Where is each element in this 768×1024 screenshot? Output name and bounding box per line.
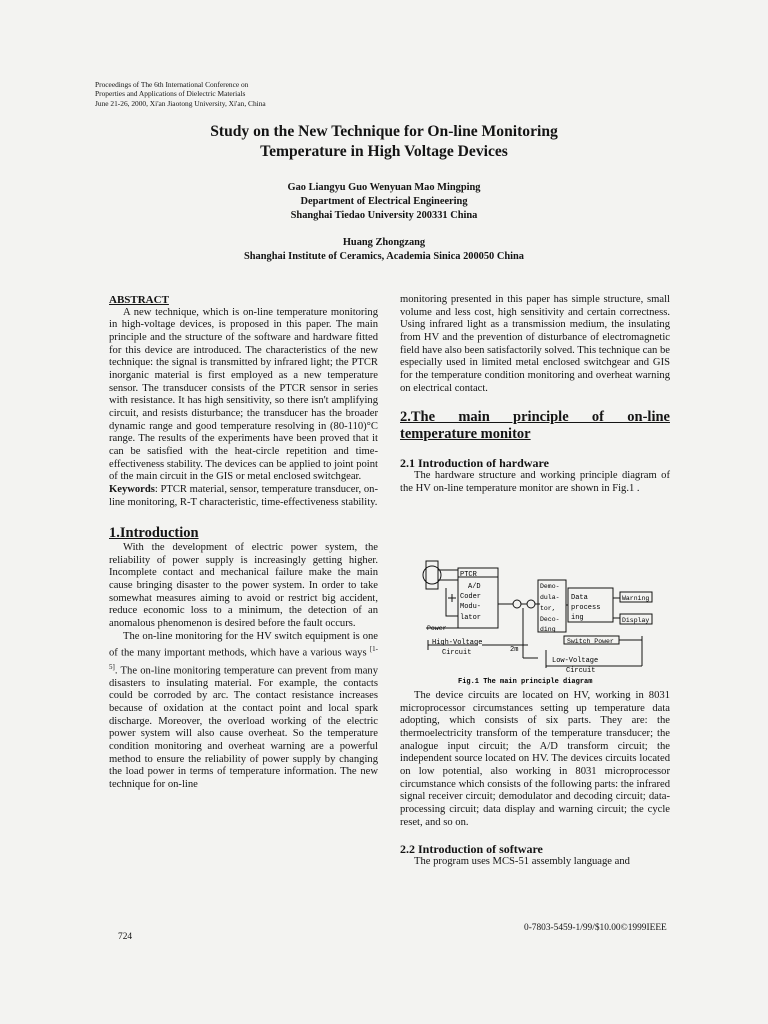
ptcr-label: PTCR xyxy=(460,571,477,579)
intro-paragraph-1: With the development of electric power system, the reliability of power supply is increasingly getting higher. Incomplete contact and mechanical failure make the main cause bringing disaster to the power system. In order to take somewhat measures aiming to avoid or restrict big accident, reduce economic loss to a minimum, the detection of an anomalous phenomenon is desired before the fault occurs. xyxy=(109,542,378,630)
led-emitter-shape xyxy=(448,594,456,602)
infrared-rx-shape xyxy=(527,600,535,608)
lv-circuit-label-2: Circuit xyxy=(566,667,596,675)
keywords-text: : PTCR material, sensor, temperature transducer, on-line monitoring, R-T characteristic, time-effectiveness stability. xyxy=(109,483,378,508)
switch-power-label: Switch Power xyxy=(567,638,614,645)
section-2-2-heading: 2.2 Introduction of software xyxy=(400,842,543,857)
paper-title xyxy=(0,122,768,162)
intro-paragraph-2a: The on-line monitoring for the HV switch equipment is one of the many important methods, which have a various ways xyxy=(109,630,378,659)
hv-circuit-label-2: Circuit xyxy=(442,649,472,657)
ding-label: ding xyxy=(540,626,556,633)
keywords-paragraph xyxy=(109,484,378,509)
section-2-heading: 2.The main principle of on-line temperature monitor xyxy=(400,409,670,443)
section-2-2-text: The program uses MCS-51 assembly language and xyxy=(414,855,630,867)
power-label: Power xyxy=(427,625,447,632)
process-label: process xyxy=(571,604,601,612)
lator-label: lator xyxy=(460,614,482,622)
distance-label: 2m xyxy=(510,646,519,654)
keywords-label: Keywords xyxy=(109,483,155,495)
intro-paragraph-2 xyxy=(109,631,378,792)
device-paragraph: The device circuits are located on HV, working in 8031 microprocessor circumstances setting up temperature data adopting, which consists of six parts. They are: the thermoelectricity transform of the temperature transducer; the analogue input circuit; the A/D transform circuit; the independent source located on HV. The devices circuits located on low potential, also working in 8031 microprocessor circumstance which consists of the following parts: the infrared signal receiver circuit; demodulator and decoding circuit; data-processing circuit; data display and warning circuit; the cycle reset, and so on. xyxy=(400,690,670,828)
citation-ref: [1-5] xyxy=(109,645,378,671)
lv-circuit-label-1: Low-Voltage xyxy=(552,657,599,665)
author-block-2 xyxy=(0,236,768,264)
figure-1-diagram xyxy=(418,558,658,686)
demo-label: Demo- xyxy=(540,583,560,590)
author-department: Department of Electrical Engineering xyxy=(300,196,468,207)
section-2-1-text: The hardware structure and working principle diagram of the HV on-line temperature monitor are shown in Fig.1 . xyxy=(400,469,670,494)
proceedings-line: Properties and Applications of Dielectric Materials xyxy=(95,89,246,99)
ing-label: ing xyxy=(571,614,584,622)
deco-label: Deco- xyxy=(540,616,560,623)
proceedings-line: June 21-26, 2000, Xi'an Jiaotong University, Xi'an, China xyxy=(95,98,266,108)
abstract-heading: ABSTRACT xyxy=(109,294,169,306)
figure-caption: Fig.1 The main principle diagram xyxy=(458,678,593,686)
intro-paragraph-2b: . The on-line monitoring temperature can prevent from many disasters to insulating material. For example, the contacts could be corroded by arc. The contact resistance increases because of oxidation at the contact point and local spark discharge. Moreover, the overload working of the electric power system will also cause overheat. So the temperature condition monitoring and overheat warning are a powerful method to ensure the reliability of power supply by changing the load power in terms of temperature information. The new technique for on-line xyxy=(109,665,378,791)
proceedings-note xyxy=(95,80,355,108)
infrared-tx-shape xyxy=(513,600,521,608)
author-names: Gao Liangyu Guo Wenyuan Mao Mingping xyxy=(287,182,481,193)
author-university: Shanghai Tiedao University 200331 China xyxy=(290,210,478,221)
title-line: Temperature in High Voltage Devices xyxy=(260,143,508,160)
warning-label: Warning xyxy=(622,595,650,602)
author-block-1 xyxy=(0,181,768,223)
left-column xyxy=(109,294,378,792)
page-number: 724 xyxy=(118,932,133,942)
hv-circuit-label-1: High-Voltage xyxy=(432,639,483,647)
ieee-code: 0-7803-5459-1/99/$10.00©1999IEEE xyxy=(524,923,667,933)
tor-label: tor, xyxy=(540,605,556,612)
modulator-label: Modu- xyxy=(460,603,482,611)
section-2-1-heading: 2.1 Introduction of hardware xyxy=(400,456,549,471)
intro-continued: monitoring presented in this paper has simple structure, small volume and less cost, high sensitivity and certain correctness. Using infrared light as a transmission medium, the insulating from HV and the prevention of disturbance of electromagnetic field have also been satisfactorily solved. This technique can be especially used in limited metal enclosed switchgear and GIS for the temperature condition monitoring and overheat warning on electrical contact. xyxy=(400,294,670,394)
abstract-text: A new technique, which is on-line temperature monitoring in high-voltage devices, is proposed in this paper. The main principle and the structure of the software and hardware fitted for this device are introduced. The characteristics of the new technique: the signal is transmitted by infrared light; the PTCR inorganic material is first employed as a new temperature sensor. The transducer consists of the PTCR sensor in series with resistance. It has high sensitivity, so there isn't amplifying circuit, and resists disturbance; the transducer has the broader dynamic range and good temperature resolving in (80-110)°C range. The results of the experiments have been proved that it can be satisfied with the heat-circle repetition and time-effectiveness stability. The devices can be applied to joint point of the main circuit in the GIS or metal enclosed switchgear. xyxy=(109,306,378,483)
dula-label: dula- xyxy=(540,594,560,601)
proceedings-line: Proceedings of The 6th International Conference on xyxy=(95,80,249,89)
right-column-top xyxy=(400,294,670,495)
right-column-bottom xyxy=(400,690,670,869)
hv-conductor-shape xyxy=(426,561,438,589)
coder-label: Coder xyxy=(460,593,482,601)
data-label: Data xyxy=(571,594,588,602)
title-line: Study on the New Technique for On-line Monitoring xyxy=(210,123,558,140)
ad-label: A/D xyxy=(468,583,481,591)
display-label: Display xyxy=(622,617,650,624)
introduction-heading: 1.Introduction xyxy=(109,525,199,542)
author-institute-2: Shanghai Institute of Ceramics, Academia Sinica 200050 China xyxy=(244,251,524,262)
author-name-2: Huang Zhongzang xyxy=(342,237,426,248)
